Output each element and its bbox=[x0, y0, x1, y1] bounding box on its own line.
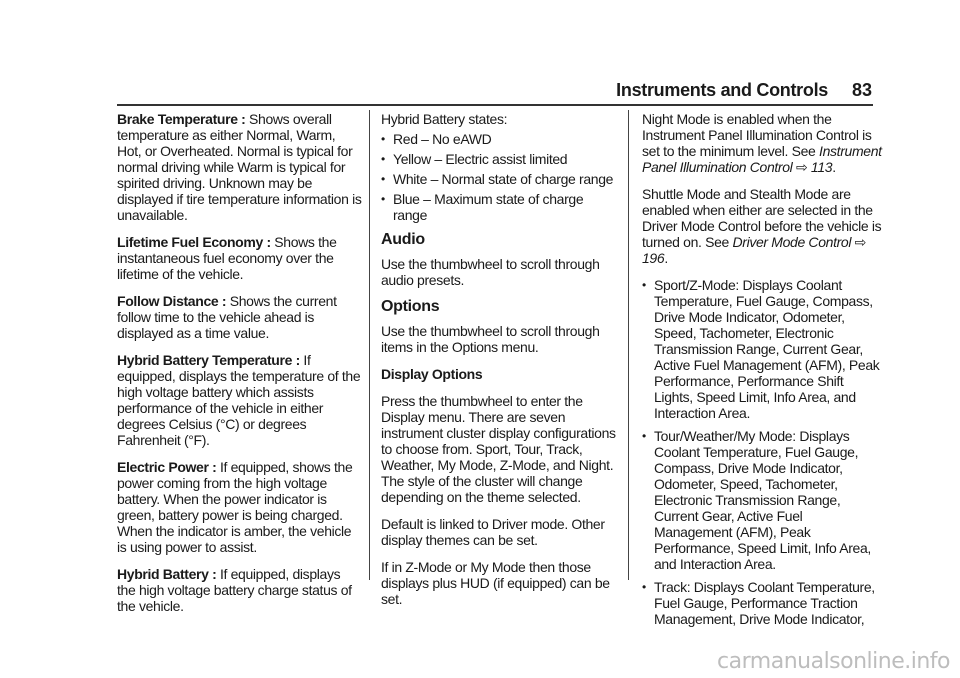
entry-term: Brake Temperature : bbox=[117, 111, 246, 127]
page-reference-icon: ⇨ bbox=[854, 234, 867, 250]
bullet-icon: • bbox=[381, 132, 385, 146]
bullet-icon: • bbox=[381, 152, 385, 166]
column-divider-2 bbox=[628, 110, 629, 580]
entry-term: Electric Power : bbox=[117, 459, 217, 475]
entry-text: Shows the instantaneous fuel economy over the lifetime of the vehicle. bbox=[117, 234, 337, 282]
entry-text: If equipped, displays the temperature of the high voltage battery which assists performance of the vehicle in either degrees Celsius (°C) or degrees Fahrenheit (°F). bbox=[117, 352, 361, 448]
display-text-2: Default is linked to Driver mode. Other display themes can be set. bbox=[381, 516, 605, 548]
shuttle-mode-paragraph: Shuttle Mode and Stealth Mode are enabled when either are selected in the Driver Mode Control before the vehicle is turned on. See Driver Mode Control ⇨ 196. bbox=[642, 186, 882, 266]
bullet-icon: • bbox=[381, 192, 385, 206]
bullet-icon: • bbox=[642, 429, 646, 443]
watermark: carmanualsonline.info bbox=[717, 649, 950, 674]
audio-heading: Audio bbox=[381, 231, 425, 248]
bullet-icon: • bbox=[381, 172, 385, 186]
entry-term: Hybrid Battery Temperature : bbox=[117, 352, 300, 368]
brake-temperature-entry bbox=[117, 111, 362, 223]
bullet-icon: • bbox=[642, 278, 646, 292]
follow-distance-entry bbox=[117, 293, 362, 341]
page-number: 83 bbox=[851, 80, 872, 100]
entry-term: Hybrid Battery : bbox=[117, 566, 217, 582]
cross-reference-link[interactable]: Driver Mode Control bbox=[732, 234, 852, 250]
hybrid-battery-entry bbox=[117, 566, 362, 614]
night-mode-paragraph: Night Mode is enabled when the Instrument Panel Illumination Control is set to the minimum level. See Instrument Panel Illumination Control ⇨ 113. bbox=[642, 111, 882, 175]
list-item: • Track: Displays Coolant Temperature, Fuel Gauge, Performance Traction Management, Drive Mode Indicator, bbox=[642, 579, 875, 627]
page-reference[interactable]: 196 bbox=[642, 250, 665, 266]
column-divider-1 bbox=[369, 110, 370, 580]
hybrid-battery-temperature-entry bbox=[117, 352, 362, 448]
display-options-heading: Display Options bbox=[381, 366, 483, 382]
display-text-3: If in Z-Mode or My Mode then those displays plus HUD (if equipped) can be set. bbox=[381, 559, 610, 607]
entry-term: Follow Distance : bbox=[117, 293, 227, 309]
battery-states-intro: Hybrid Battery states: bbox=[381, 111, 508, 127]
options-text: Use the thumbwheel to scroll through items in the Options menu. bbox=[381, 323, 600, 355]
column-3 bbox=[642, 111, 882, 636]
column-2 bbox=[381, 111, 616, 618]
entry-text: If equipped, shows the power coming from the high voltage battery. When the power indicator is green, battery power is being charged. When the indicator is amber, the vehicle is using power to assist. bbox=[117, 459, 353, 555]
list-item: • Tour/Weather/My Mode: Displays Coolant Temperature, Fuel Gauge, Compass, Drive Mode Indicator, Odometer, Speed, Tachometer, Electronic Transmission Range, Current Gear, Active Fuel Management (AFM), Peak Performance, Speed Limit, Info Area, and Interaction Area. bbox=[642, 428, 871, 572]
entry-term: Lifetime Fuel Economy : bbox=[117, 234, 271, 250]
display-modes-list bbox=[642, 277, 882, 627]
list-item: • White – Normal state of charge range bbox=[381, 171, 614, 187]
list-item: • Yellow – Electric assist limited bbox=[381, 151, 568, 167]
list-item: • Sport/Z-Mode: Displays Coolant Temperature, Fuel Gauge, Compass, Drive Mode Indicator, Odometer, Speed, Tachometer, Electronic Transmission Range, Current Gear, Active Fuel Management (AFM), Peak Performance, Performance Shift Lights, Speed Limit, Info Area, and Interaction Area. bbox=[642, 277, 880, 421]
audio-text: Use the thumbwheel to scroll through audio presets. bbox=[381, 256, 600, 288]
entry-text: Shows overall temperature as either Normal, Warm, Hot, or Overheated. Normal is typical for normal driving while Warm is typical for spirited driving. Unknown may be displayed if tire temperature information is unavailable. bbox=[117, 111, 362, 223]
battery-states-list bbox=[381, 131, 616, 223]
column-1 bbox=[117, 111, 362, 625]
cross-reference-link[interactable]: Instrument Panel Illumination Control bbox=[642, 143, 882, 175]
electric-power-entry bbox=[117, 459, 362, 555]
lifetime-fuel-economy-entry bbox=[117, 234, 362, 282]
section-title: Instruments and Controls bbox=[616, 80, 828, 100]
display-text-1: Press the thumbwheel to enter the Display menu. There are seven instrument cluster display configurations to choose from. Sport, Tour, Track, Weather, My Mode, Z-Mode, and Night. The style of the cluster will change depending on the theme selected. bbox=[381, 393, 616, 505]
list-item: • Blue – Maximum state of charge range bbox=[381, 191, 584, 223]
header-rule bbox=[117, 104, 873, 106]
entry-text: Shows the current follow time to the vehicle ahead is displayed as a time value. bbox=[117, 293, 337, 341]
page-reference[interactable]: 113 bbox=[810, 159, 833, 175]
options-heading: Options bbox=[381, 298, 440, 315]
page-reference-icon: ⇨ bbox=[795, 159, 808, 175]
bullet-icon: • bbox=[642, 580, 646, 594]
list-item: • Red – No eAWD bbox=[381, 131, 492, 147]
entry-text: If equipped, displays the high voltage battery charge status of the vehicle. bbox=[117, 566, 352, 614]
